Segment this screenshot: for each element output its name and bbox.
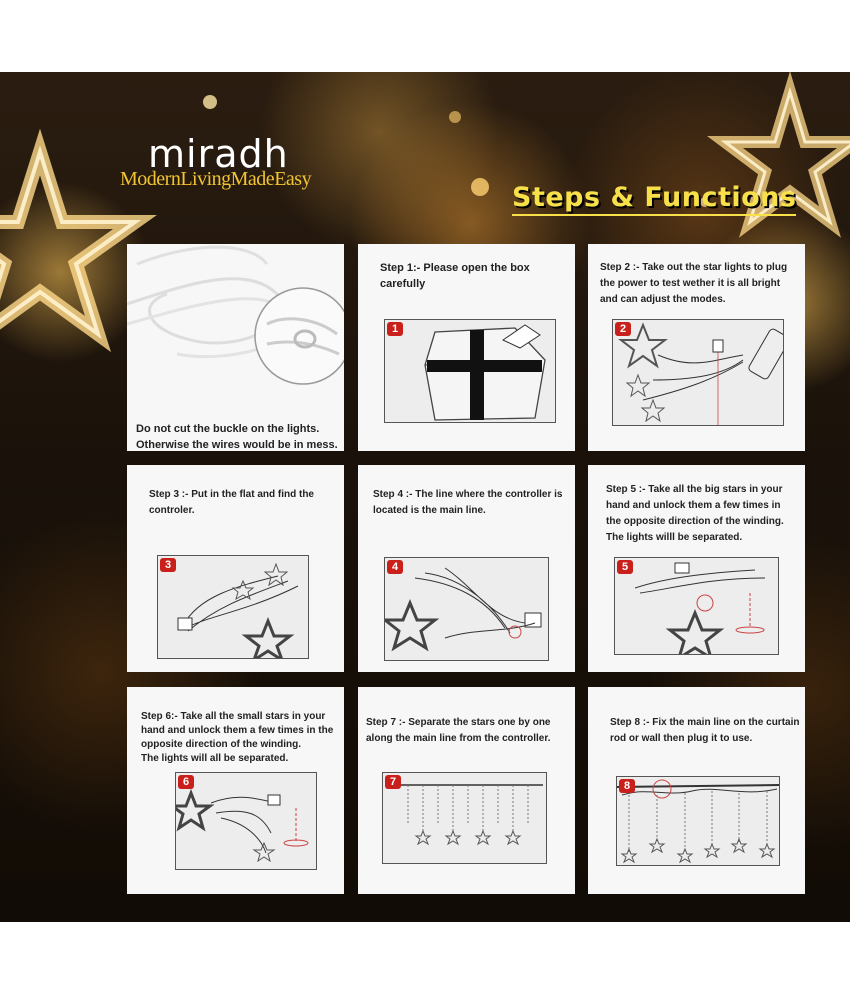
panel-step-3 <box>127 465 344 672</box>
poster <box>0 72 850 922</box>
panel-step-6 <box>127 687 344 894</box>
brand-tagline: ModernLivingMadeEasy <box>120 168 312 190</box>
step-2-text: Step 2 :- Take out the star lights to plug the power to test wether it is all bright and can adjust the modes. <box>600 262 788 305</box>
panel-step-1 <box>358 244 575 451</box>
separated-stars-line-icon <box>383 773 546 863</box>
step-5-text: Step 5 :- Take all the big stars in your hand and unlock them a few times in the opposite direction of the winding. The lights willl be separated. <box>606 484 784 543</box>
step-6-illustration <box>175 772 317 870</box>
step-6-text: Step 6:- Take all the small stars in your hand and unlock them a few times in the opposite direction of the winding. The lights will all be separated. <box>141 711 334 764</box>
step-3-badge: 3 <box>160 558 176 572</box>
step-5-illustration <box>614 557 779 655</box>
panel-step-8 <box>588 687 805 894</box>
step-3-illustration <box>157 555 309 659</box>
step-1-badge: 1 <box>387 322 403 336</box>
step-4-badge: 4 <box>387 560 403 574</box>
step-8-badge: 8 <box>619 779 635 793</box>
step-5-badge: 5 <box>617 560 633 574</box>
step-1-illustration <box>384 319 556 423</box>
panel-step-2 <box>588 244 805 451</box>
panel-buckle-note <box>127 244 344 451</box>
step-7-text: Step 7 :- Separate the stars one by one along the main line from the controller. <box>366 717 551 744</box>
panel-step-7 <box>358 687 575 894</box>
controller-wires-icon <box>158 556 308 658</box>
panel-step-5 <box>588 465 805 672</box>
panel-step-4 <box>358 465 575 672</box>
buckle-wires-illustration <box>127 244 344 409</box>
big-stars-unlock-icon <box>615 558 778 654</box>
brand-logo: miradh <box>148 132 289 176</box>
step-7-badge: 7 <box>385 775 401 789</box>
step-4-text: Step 4 :- The line where the controller is located is the main line. <box>373 489 563 516</box>
step-1-text: Step 1:- Please open the box carefully <box>380 262 530 290</box>
step-7-illustration <box>382 772 547 864</box>
main-line-icon <box>385 558 548 660</box>
buckle-note-text: Do not cut the buckle on the lights. Otherwise the wires would be in mess. <box>136 423 338 451</box>
star-lights-and-remote-icon <box>613 320 783 425</box>
box-icon <box>385 320 555 422</box>
curtain-rod-stars-icon <box>617 777 779 865</box>
page-heading: Steps & Functions <box>512 182 796 216</box>
step-3-text: Step 3 :- Put in the flat and find the controler. <box>149 489 314 516</box>
step-8-text: Step 8 :- Fix the main line on the curtain rod or wall then plug it to use. <box>610 717 800 744</box>
step-2-badge: 2 <box>615 322 631 336</box>
step-8-illustration <box>616 776 780 866</box>
step-2-illustration <box>612 319 784 426</box>
step-6-badge: 6 <box>178 775 194 789</box>
step-4-illustration <box>384 557 549 661</box>
small-stars-unlock-icon <box>176 773 316 869</box>
